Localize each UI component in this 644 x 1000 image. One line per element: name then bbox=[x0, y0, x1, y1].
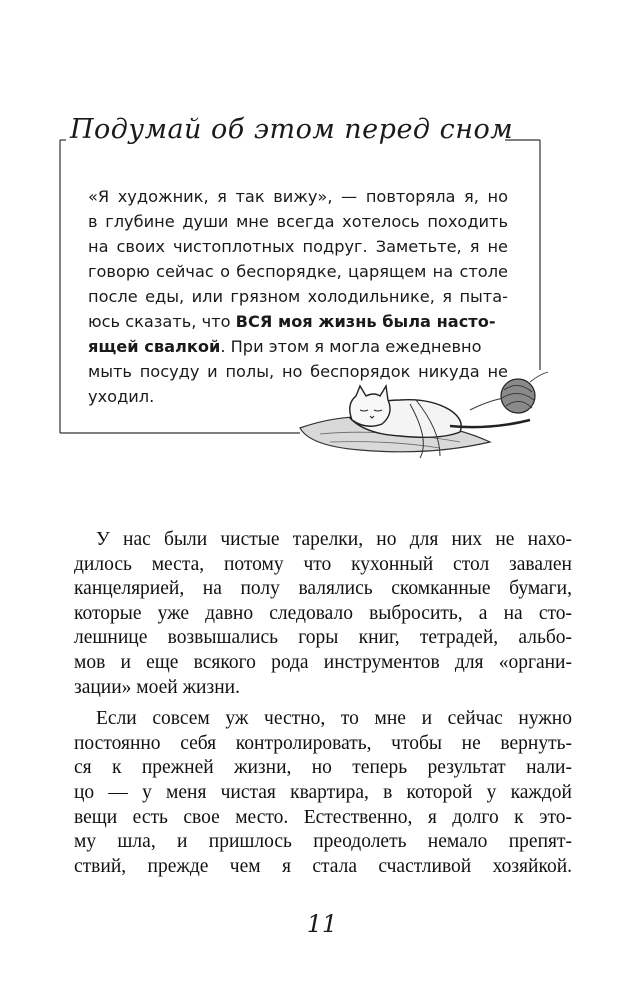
paragraph bbox=[74, 707, 572, 879]
sidebar-bold-run: ящей свалкой bbox=[88, 337, 221, 356]
text-line: канцелярией, на полу валялись скомканные бумаги, bbox=[74, 578, 572, 600]
sidebar-line bbox=[88, 309, 508, 334]
text-line: цо — у меня чистая квартира, в которой у каждой bbox=[74, 781, 572, 803]
sidebar-line: после еды, или грязном холодильнике, я пыта- bbox=[88, 287, 508, 306]
text-line: мов и еще всякого рода инструментов для «органи- bbox=[74, 651, 572, 673]
text-line: зации» моей жизни. bbox=[74, 676, 240, 698]
text-line: ствий, прежде чем я стала счастливой хозяйкой. bbox=[74, 855, 572, 877]
sidebar-bold-run: ВСЯ моя жизнь была насто- bbox=[235, 312, 496, 331]
sidebar-text-run: юсь сказать, что bbox=[88, 312, 236, 331]
sidebar-title: Подумай об этом перед сном bbox=[70, 114, 514, 145]
text-line: му шла, и пришлось преодолеть немало препят- bbox=[74, 831, 572, 853]
sidebar-box bbox=[0, 0, 644, 460]
text-line: которые уже давно следовало выбросить, а на сто- bbox=[74, 602, 572, 624]
text-line: ся к прежней жизни, но теперь результат нали- bbox=[74, 757, 572, 779]
text-line: дилось места, потому что кухонный стол завален bbox=[74, 553, 572, 575]
sidebar-line: на своих чистоплотных подруг. Заметьте, я не bbox=[88, 237, 508, 256]
sidebar-line: уходил. bbox=[88, 387, 155, 406]
sidebar-line: в глубине души мне всегда хотелось походить bbox=[88, 212, 508, 231]
text-line: вещи есть свое место. Естественно, я долго к это- bbox=[74, 806, 572, 828]
sidebar-line bbox=[88, 334, 508, 359]
text-line: постоянно себя контролировать, чтобы не вернуть- bbox=[74, 732, 572, 754]
text-line: Если совсем уж честно, то мне и сейчас нужно bbox=[96, 708, 572, 730]
paragraph bbox=[74, 528, 572, 700]
sidebar-line: «Я художник, я так вижу», — повторяла я, но bbox=[88, 187, 508, 206]
sidebar-line: мыть посуду и полы, но беспорядок никуда не bbox=[88, 362, 508, 381]
text-line: У нас были чистые тарелки, но для них не нахо- bbox=[96, 529, 572, 550]
sleeping-cat-with-yarn-icon bbox=[290, 370, 550, 460]
main-text bbox=[74, 528, 572, 886]
sidebar-line: говорю сейчас о беспорядке, царящем на столе bbox=[88, 262, 508, 281]
text-line: лешнице возвышались горы книг, тетрадей, альбо- bbox=[74, 627, 572, 649]
page-number: 11 bbox=[306, 910, 338, 938]
sidebar-text-run: . При этом я могла ежедневно bbox=[220, 337, 482, 356]
